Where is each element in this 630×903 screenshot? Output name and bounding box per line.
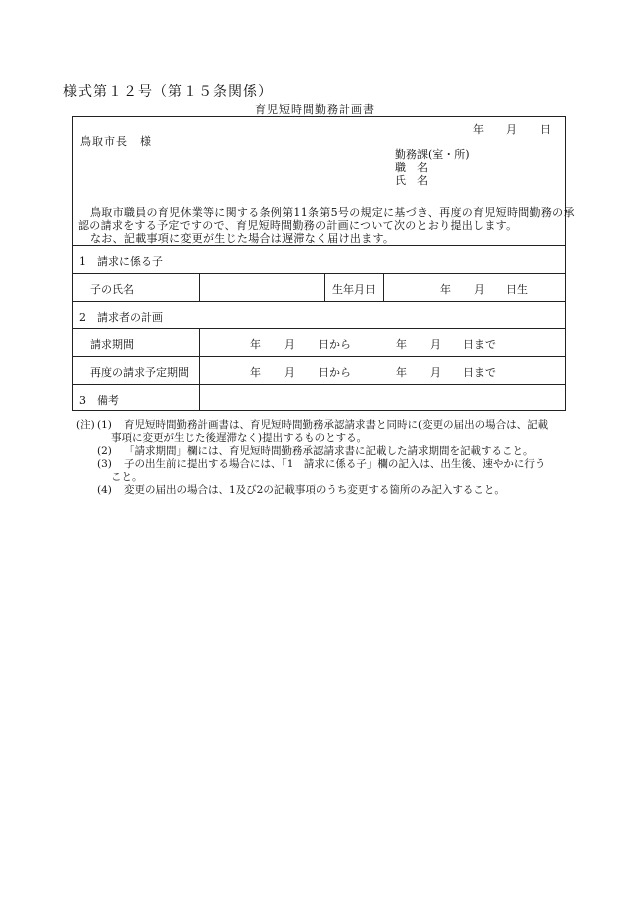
next-request-period-label: 再度の請求予定期間	[90, 366, 189, 379]
table-divider	[383, 273, 384, 301]
request-period-label: 請求期間	[90, 338, 134, 351]
table-rule	[72, 356, 566, 357]
table-rule	[72, 328, 566, 329]
body-line-1: 鳥取市職員の育児休業等に関する条例第11条第5号の規定に基づき、再度の育児短時間勤務の承	[90, 206, 575, 219]
next-start-day: 日から	[318, 366, 351, 379]
body-line-2: 認の請求をする予定ですので、育児短時間勤務の計画について次のとおり提出します。	[78, 219, 518, 232]
note-text: 事項に変更が生じた後遅滞なく)提出するものとする。	[111, 432, 368, 444]
request-start-year: 年	[250, 338, 261, 351]
department-label: 勤務課(室・所)	[395, 148, 470, 161]
date-month: 月	[506, 123, 517, 136]
table-rule	[72, 384, 566, 385]
name-label: 氏 名	[395, 174, 428, 187]
note-text: 育児短時間勤務計画書は、育児短時間勤務承認請求書と同時に(変更の届出の場合は、記載	[124, 419, 549, 431]
table-divider	[199, 328, 200, 411]
note-text: 子の出生前に提出する場合には、「1 請求に係る子」欄の記入は、出生後、速やかに行う	[124, 458, 546, 470]
section2-heading: 2 請求者の計画	[79, 311, 163, 324]
request-end-day: 日まで	[463, 338, 496, 351]
table-rule	[72, 273, 566, 274]
addressee: 鳥取市長 様	[80, 135, 152, 148]
next-start-year: 年	[250, 366, 261, 379]
note-text: 「請求期間」欄には、育児短時間勤務承認請求書に記載した請求期間を記載すること。	[124, 445, 534, 457]
birth-month: 月	[474, 283, 485, 296]
note-text: こと。	[111, 471, 143, 483]
next-start-month: 月	[284, 366, 295, 379]
body-line-3: なお、記載事項に変更が生じた場合は遅滞なく届け出ます。	[90, 232, 395, 245]
table-rule	[72, 301, 566, 302]
note-number: (3)	[97, 458, 112, 470]
next-end-year: 年	[396, 366, 407, 379]
note-number: (4)	[97, 484, 112, 496]
form-number: 様式第１２号（第１５条関係）	[63, 84, 273, 100]
table-rule	[72, 245, 566, 246]
section1-heading: 1 請求に係る子	[79, 255, 163, 268]
date-day: 日	[540, 123, 551, 136]
note-number: (1)	[97, 419, 112, 431]
date-year: 年	[473, 123, 484, 136]
section3-heading: 3 備考	[79, 394, 119, 407]
table-divider	[324, 273, 325, 301]
note-text: 変更の届出の場合は、1及び2の記載事項のうち変更する箇所のみ記入すること。	[124, 484, 505, 496]
birthdate-label: 生年月日	[332, 283, 376, 296]
birth-day: 日生	[506, 283, 528, 296]
child-name-label: 子の氏名	[90, 283, 134, 296]
request-end-year: 年	[396, 338, 407, 351]
request-end-month: 月	[430, 338, 441, 351]
table-divider	[199, 273, 200, 301]
document-title: 育児短時間勤務計画書	[255, 103, 375, 116]
notes-prefix: (注)	[76, 419, 95, 431]
next-end-month: 月	[430, 366, 441, 379]
position-label: 職 名	[395, 161, 428, 174]
request-start-day: 日から	[318, 338, 351, 351]
note-number: (2)	[97, 445, 112, 457]
request-start-month: 月	[284, 338, 295, 351]
next-end-day: 日まで	[463, 366, 496, 379]
birth-year: 年	[440, 283, 451, 296]
